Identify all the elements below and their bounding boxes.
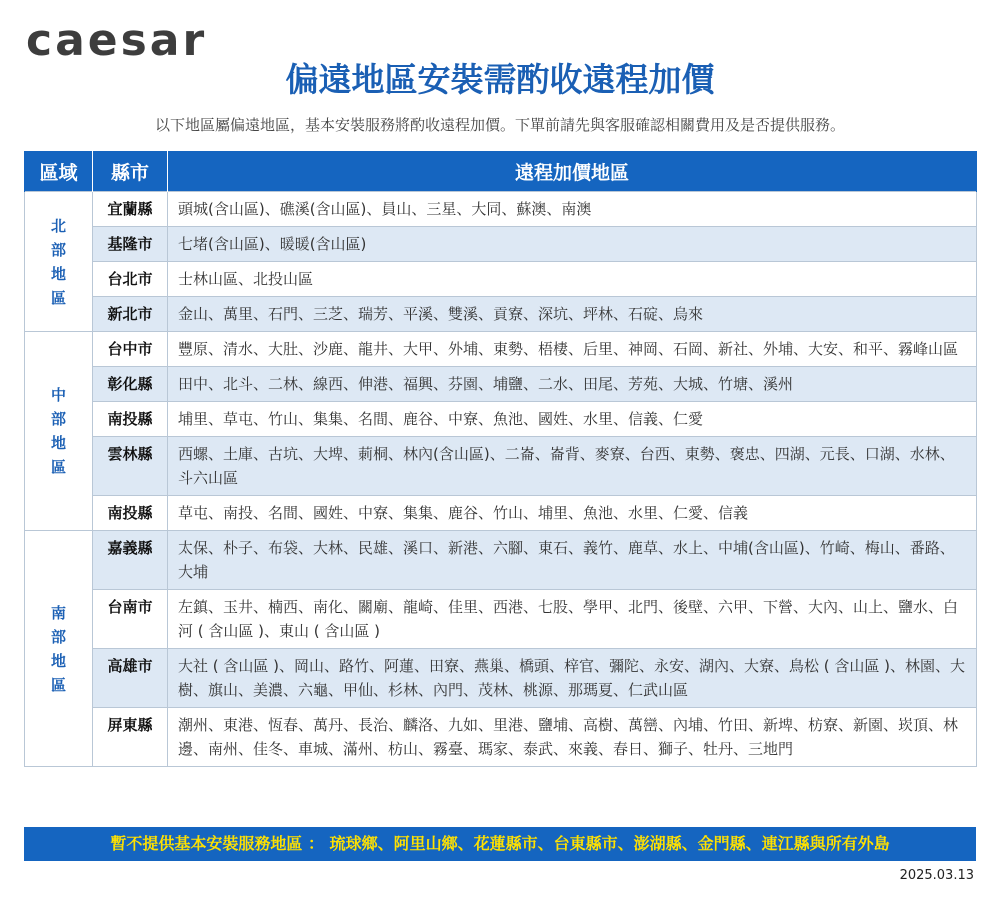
- areas-cell: 七堵(含山區)、暖暖(含山區): [168, 227, 977, 262]
- city-cell: 台中市: [93, 332, 168, 367]
- region-char: 地: [50, 264, 66, 283]
- region-char: 部: [50, 410, 66, 428]
- remote-area-table: [24, 151, 977, 767]
- areas-cell: 左鎮、玉井、楠西、南化、關廟、龍崎、佳里、西港、七股、學甲、北門、後壁、六甲、下營、大內、山上、鹽水、白河 ( 含山區 )、東山 ( 含山區 ): [168, 590, 977, 649]
- region-char: 區: [50, 288, 66, 307]
- region-char: 區: [50, 675, 66, 694]
- region-char: 南: [50, 603, 66, 622]
- city-cell: 台北市: [93, 262, 168, 297]
- header-city: 縣市: [93, 151, 168, 192]
- areas-cell: 頭城(含山區)、礁溪(含山區)、員山、三星、大同、蘇澳、南澳: [168, 192, 977, 227]
- page-subtitle: 以下地區屬偏遠地區，基本安裝服務將酌收遠程加價。下單前請先與客服確認相關費用及是否提供服務。: [154, 116, 845, 134]
- table-header-row: [25, 151, 977, 192]
- city-cell: 宜蘭縣: [93, 192, 168, 227]
- table-row: [25, 332, 977, 367]
- areas-cell: 西螺、土庫、古坑、大埤、莿桐、林內(含山區)、二崙、崙背、麥寮、台西、東勢、褒忠、四湖、元長、口湖、水林、斗六山區: [168, 437, 977, 496]
- city-cell: 屏東縣: [93, 708, 168, 767]
- table-row: [25, 496, 977, 531]
- city-cell: 雲林縣: [93, 437, 168, 496]
- region-char: 部: [50, 240, 66, 259]
- region-char: 區: [50, 458, 66, 476]
- table-row: [25, 590, 977, 649]
- table-row: [25, 227, 977, 262]
- areas-cell: 埔里、草屯、竹山、集集、名間、鹿谷、中寮、魚池、國姓、水里、信義、仁愛: [168, 402, 977, 437]
- caesar-logo: caesar: [26, 15, 208, 66]
- table-row: [25, 367, 977, 402]
- city-cell: 南投縣: [93, 402, 168, 437]
- region-south: [25, 531, 93, 767]
- city-cell: 基隆市: [93, 227, 168, 262]
- table-row: [25, 708, 977, 767]
- region-char: 北: [50, 216, 66, 235]
- region-char: 中: [50, 386, 66, 404]
- issue-date: 2025.03.13: [899, 868, 974, 883]
- table-row: [25, 531, 977, 590]
- areas-cell: 草屯、南投、名間、國姓、中寮、集集、鹿谷、竹山、埔里、魚池、水里、仁愛、信義: [168, 496, 977, 531]
- areas-cell: 太保、朴子、布袋、大林、民雄、溪口、新港、六腳、東石、義竹、鹿草、水上、中埔(含山區)、竹崎、梅山、番路、大埔: [168, 531, 977, 590]
- city-cell: 台南市: [93, 590, 168, 649]
- header-region: 區域: [25, 151, 93, 192]
- areas-cell: 金山、萬里、石門、三芝、瑞芳、平溪、雙溪、貢寮、深坑、坪林、石碇、烏來: [168, 297, 977, 332]
- table-row: [25, 649, 977, 708]
- region-char: 地: [50, 434, 66, 452]
- city-cell: 南投縣: [93, 496, 168, 531]
- region-char: 部: [50, 627, 66, 646]
- no-service-banner: 暫不提供基本安裝服務地區 ： 琉球鄉、阿里山鄉、花蓮縣市、台東縣市、澎湖縣、金門縣、連江縣與所有外島: [24, 827, 976, 861]
- table-row: [25, 297, 977, 332]
- table-row: [25, 192, 977, 227]
- areas-cell: 士林山區、北投山區: [168, 262, 977, 297]
- city-cell: 新北市: [93, 297, 168, 332]
- region-char: 地: [50, 651, 66, 670]
- areas-cell: 豐原、清水、大肚、沙鹿、龍井、大甲、外埔、東勢、梧棲、后里、神岡、石岡、新社、外埔、大安、和平、霧峰山區: [168, 332, 977, 367]
- region-central: [25, 332, 93, 531]
- table-row: [25, 437, 977, 496]
- table-row: [25, 262, 977, 297]
- page-title: 偏遠地區安裝需酌收遠程加價: [285, 60, 715, 99]
- city-cell: 彰化縣: [93, 367, 168, 402]
- city-cell: 嘉義縣: [93, 531, 168, 590]
- region-north: [25, 192, 93, 332]
- areas-cell: 潮州、東港、恆春、萬丹、長治、麟洛、九如、里港、鹽埔、高樹、萬巒、內埔、竹田、新埤、枋寮、新園、崁頂、林邊、南州、佳冬、車城、滿州、枋山、霧臺、瑪家、泰武、來義、春日、獅子、牡丹、三地門: [168, 708, 977, 767]
- city-cell: 高雄市: [93, 649, 168, 708]
- areas-cell: 田中、北斗、二林、線西、伸港、福興、芬園、埔鹽、二水、田尾、芳苑、大城、竹塘、溪州: [168, 367, 977, 402]
- table-row: [25, 402, 977, 437]
- header-areas: 遠程加價地區: [168, 151, 977, 192]
- areas-cell: 大社 ( 含山區 )、岡山、路竹、阿蓮、田寮、燕巢、橋頭、梓官、彌陀、永安、湖內、大寮、鳥松 ( 含山區 )、林園、大樹、旗山、美濃、六龜、甲仙、杉林、內門、茂林、桃源、那瑪夏、仁武山區: [168, 649, 977, 708]
